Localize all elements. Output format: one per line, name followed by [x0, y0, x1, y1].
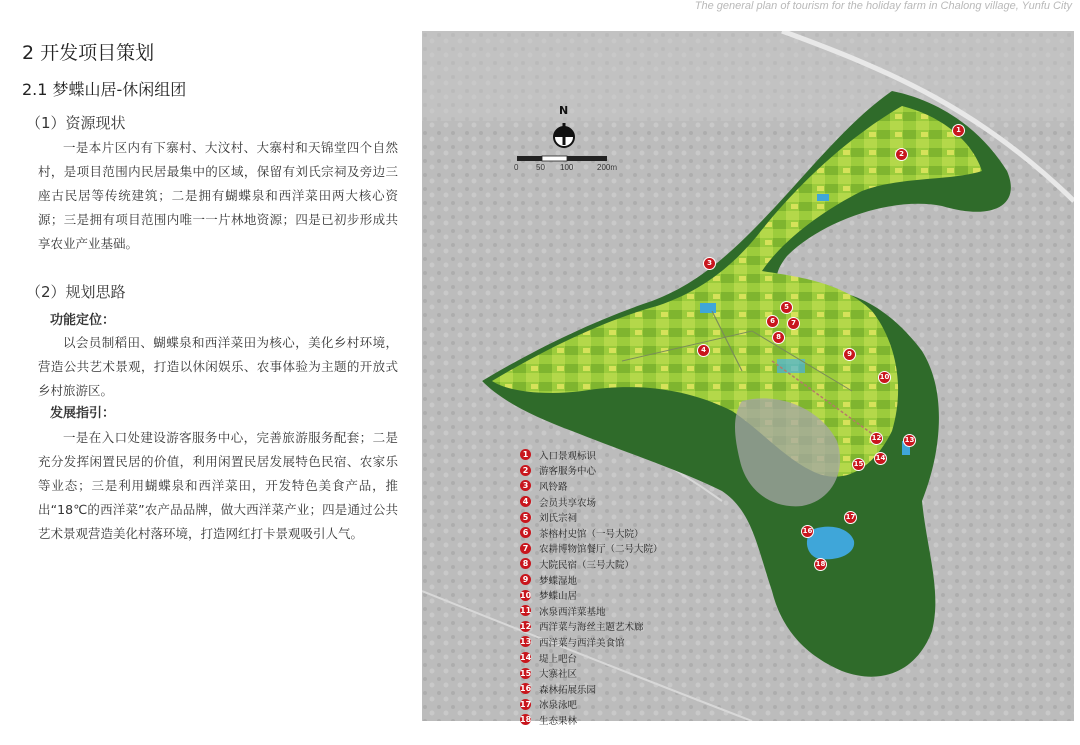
paragraph-function-positioning: 以会员制稻田、蝴蝶泉和西洋菜田为核心，美化乡村环境，营造公共艺术景观，打造以休闲娱乐、农事体验为主题的开放式乡村旅游区。 — [38, 335, 398, 398]
map-marker-9[interactable]: 9 — [843, 348, 856, 361]
legend-label: 农耕博物馆餐厅（二号大院） — [539, 544, 663, 556]
legend-item-14 — [520, 650, 720, 666]
legend-num-icon: 6 — [520, 527, 531, 538]
legend-num-icon: 14 — [520, 653, 532, 663]
legend-item-10 — [520, 587, 720, 603]
legend-label: 会员共享农场 — [539, 497, 597, 509]
legend-num-icon: 12 — [520, 621, 532, 631]
map-marker-13[interactable]: 13 — [903, 434, 916, 447]
map-marker-2[interactable]: 2 — [895, 148, 908, 161]
legend-num-icon: 8 — [520, 558, 531, 569]
legend-num-icon: 11 — [520, 606, 532, 616]
paragraph-resource-status: 一是本片区内有下寨村、大汶村、大寨村和天锦堂四个自然村，是项目范围内民居最集中的区域，保留有刘氏宗祠及旁边三座古民居等传统建筑；二是拥有蝴蝶泉和西洋菜田两大核心资源；三是拥有项目范围内唯一一片林地资源；四是已初步形成共享农业产业基础。 — [38, 140, 398, 251]
map-marker-14[interactable]: 14 — [874, 452, 887, 465]
legend-num-icon: 16 — [520, 684, 532, 694]
legend-num-icon: 9 — [520, 574, 531, 585]
map-marker-8[interactable]: 8 — [772, 331, 785, 344]
map-marker-17[interactable]: 17 — [844, 511, 857, 524]
legend-label: 西洋菜与海丝主题艺术廊 — [539, 622, 644, 634]
paragraph-development-guide: 一是在入口处建设游客服务中心，完善旅游服务配套；二是充分发挥闲置民居的价值，利用闲置民居发展特色民宿、农家乐等业态；三是利用蝴蝶泉和西洋菜田，开发特色美食产品，推出“18℃的西洋菜”农产品品牌，做大西洋菜产业；四是通过公共艺术景观营造美化村落环境，打造网红打卡景观吸引人气。 — [38, 430, 398, 541]
legend-num-icon: 2 — [520, 465, 531, 476]
legend-item-9 — [520, 572, 720, 588]
wetland — [777, 359, 805, 373]
map-marker-7[interactable]: 7 — [787, 317, 800, 330]
legend-item-18 — [520, 712, 720, 728]
label-development-guide: 发展指引： — [50, 406, 116, 421]
map-marker-4[interactable]: 4 — [697, 344, 710, 357]
legend-num-icon: 18 — [520, 715, 532, 725]
scale-label-0: 0 — [514, 163, 519, 172]
legend-label: 游客服务中心 — [539, 466, 597, 478]
legend-num-icon: 5 — [520, 512, 531, 523]
top-caption: The general plan of tourism for the holiday farm in Chalong village, Yunfu City — [694, 0, 1072, 12]
legend-item-7 — [520, 541, 720, 557]
legend-item-4 — [520, 494, 720, 510]
legend-item-17 — [520, 697, 720, 713]
legend-num-icon: 3 — [520, 480, 531, 491]
scale-label-50: 50 — [536, 163, 545, 172]
map-marker-6[interactable]: 6 — [766, 315, 779, 328]
legend-label: 森林拓展乐园 — [539, 684, 597, 696]
legend-num-icon: 10 — [520, 590, 532, 600]
legend-item-11 — [520, 603, 720, 619]
legend-item-6 — [520, 525, 720, 541]
subsection-title: 2.1 梦蝶山居-休闲组团 — [22, 80, 187, 99]
legend-label: 大院民宿（三号大院） — [539, 559, 635, 571]
legend-num-icon: 1 — [520, 449, 531, 460]
pond-1 — [700, 303, 716, 313]
legend-label: 冰泉泳吧 — [539, 700, 578, 712]
legend-num-icon: 13 — [520, 637, 532, 647]
legend-label: 入口景观标识 — [539, 450, 597, 462]
legend-label: 大寨社区 — [539, 669, 578, 681]
legend-label: 生态果林 — [539, 715, 578, 727]
legend-item-5 — [520, 509, 720, 525]
legend-num-icon: 4 — [520, 496, 531, 507]
legend-label: 冰泉西洋菜基地 — [539, 606, 606, 618]
scale-label-200m: 200m — [597, 163, 618, 172]
heading-resource-status: （1）资源现状 — [26, 114, 126, 132]
section-title: 2 开发项目策划 — [22, 42, 155, 64]
label-function-positioning: 功能定位： — [50, 313, 116, 328]
legend-item-2 — [520, 463, 720, 479]
map-marker-12[interactable]: 12 — [870, 432, 883, 445]
scale-label-100: 100 — [560, 163, 574, 172]
legend-item-1 — [520, 447, 720, 463]
legend-num-icon: 17 — [520, 699, 532, 709]
legend-label: 梦蝶湿地 — [539, 575, 578, 587]
map-marker-1[interactable]: 1 — [952, 124, 965, 137]
pond-2 — [817, 194, 829, 201]
map-marker-15[interactable]: 15 — [852, 458, 865, 471]
legend-label: 茶榕村史馆（一号大院） — [539, 528, 644, 540]
legend-num-icon: 7 — [520, 543, 531, 554]
legend-label: 堤上吧台 — [539, 653, 578, 665]
legend-item-15 — [520, 665, 720, 681]
legend-label: 梦蝶山居 — [539, 591, 578, 603]
map-marker-10[interactable]: 10 — [878, 371, 891, 384]
legend-item-8 — [520, 556, 720, 572]
legend-item-13 — [520, 634, 720, 650]
north-label: N — [559, 104, 569, 117]
legend-label: 刘氏宗祠 — [539, 513, 578, 525]
legend-num-icon: 15 — [520, 668, 532, 678]
map-legend — [520, 447, 720, 728]
legend-item-12 — [520, 619, 720, 635]
heading-planning-ideas: （2）规划思路 — [26, 283, 126, 301]
map-marker-18[interactable]: 18 — [814, 558, 827, 571]
legend-item-16 — [520, 681, 720, 697]
legend-label: 风铃路 — [539, 481, 568, 493]
legend-item-3 — [520, 478, 720, 494]
map-marker-3[interactable]: 3 — [703, 257, 716, 270]
map-marker-5[interactable]: 5 — [780, 301, 793, 314]
map-marker-16[interactable]: 16 — [801, 525, 814, 538]
legend-label: 西洋菜与西洋美食馆 — [539, 637, 625, 649]
text-column — [0, 0, 420, 745]
